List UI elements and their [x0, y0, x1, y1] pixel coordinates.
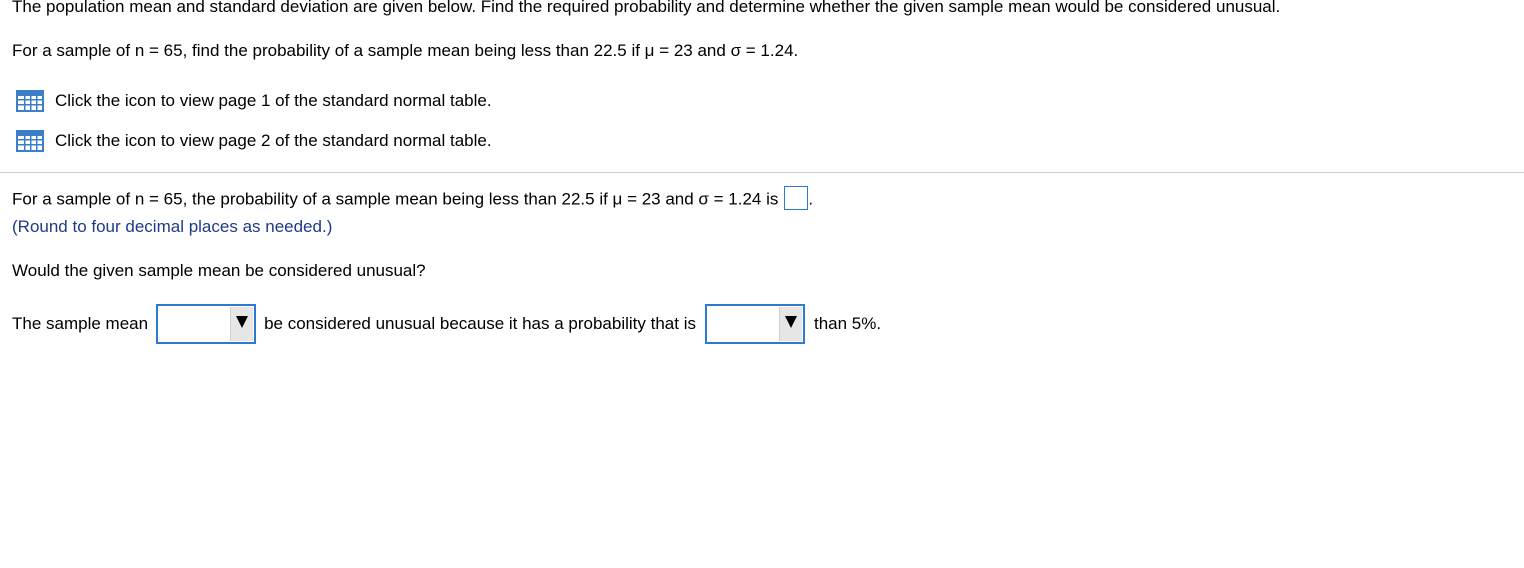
triangle-down-icon — [236, 316, 248, 328]
unusual-question: Would the given sample mean be considered unusual? — [12, 261, 426, 280]
table-link-label: Click the icon to view page 2 of the standard normal table. — [55, 131, 492, 150]
conclusion-sentence — [12, 304, 881, 344]
table-link-label: Click the icon to view page 1 of the standard normal table. — [55, 91, 492, 110]
greater-less-dropdown[interactable] — [705, 304, 805, 344]
triangle-down-icon — [785, 316, 797, 328]
normal-table-link-page-2[interactable] — [16, 130, 492, 152]
table-icon[interactable] — [16, 90, 44, 112]
question-text: For a sample of n = 65, find the probability of a sample mean being less than 22.5 if μ = 23 and σ = 1.24. — [12, 41, 799, 60]
answer-line — [12, 188, 813, 212]
sentence-part-1: The sample mean — [12, 314, 149, 333]
dropdown-arrow-button[interactable] — [779, 307, 802, 341]
dropdown-arrow-button[interactable] — [230, 307, 253, 341]
sentence-part-2: be considered unusual because it has a probability that is — [264, 314, 696, 333]
section-divider — [0, 172, 1524, 173]
instructions-text: The population mean and standard deviation are given below. Find the required probability and determine whether the given sample mean would be considered unusual. — [12, 0, 1281, 16]
rounding-note: (Round to four decimal places as needed.) — [12, 217, 333, 236]
answer-prefix: For a sample of n = 65, the probability of a sample mean being less than 22.5 if μ = 23 and σ = 1.24 is — [12, 189, 779, 209]
sentence-part-3: than 5%. — [813, 314, 882, 333]
normal-table-link-page-1[interactable] — [16, 90, 492, 112]
answer-suffix: . — [808, 189, 814, 209]
table-icon[interactable] — [16, 130, 44, 152]
would-would-not-dropdown[interactable] — [156, 304, 256, 344]
probability-answer-input[interactable] — [784, 186, 808, 210]
